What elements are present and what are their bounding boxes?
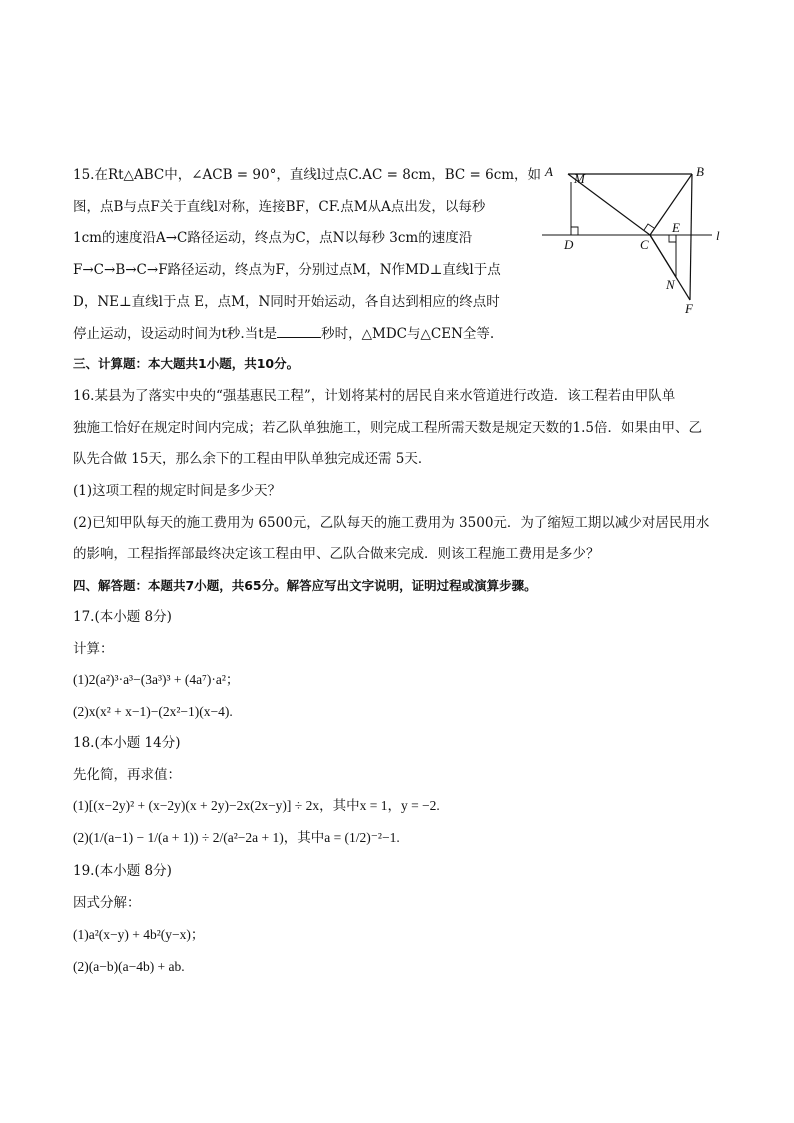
q17-part-1: (1)2(a²)³·a³−(3a³)³ + (4a⁷)·a²； bbox=[73, 672, 240, 687]
q16-part-2a: (2)已知甲队每天的施工费用为 6500元，乙队每天的施工费用为 3500元．为了缩短工期以减少对居民用水 bbox=[73, 515, 710, 531]
q18-intro: 先化简，再求值： bbox=[73, 767, 181, 783]
right-angle-E bbox=[669, 235, 676, 242]
q18-part-1: (1)[(x−2y)² + (x−2y)(x + 2y)−2x(2x−y)] ÷ 2x，其中x = 1，y = −2. bbox=[73, 798, 440, 813]
q19-part-1: (1)a²(x−y) + 4b²(y−x)； bbox=[73, 927, 205, 942]
q15-line-5: D，NE⊥直线l于点 E，点M，N同时开始运动，各自达到相应的终点时 bbox=[73, 294, 500, 310]
label-l: l bbox=[716, 228, 720, 243]
label-C: C bbox=[640, 237, 649, 252]
section-3-heading: 三、计算题：本大题共1小题，共10分。 bbox=[73, 356, 300, 371]
q15-line-6-end: 秒时，△MDC与△CEN全等. bbox=[321, 326, 495, 342]
label-D: D bbox=[564, 237, 574, 252]
q17-part-2: (2)x(x² + x−1)−(2x²−1)(x−4). bbox=[73, 704, 233, 719]
geometry-figure bbox=[540, 160, 730, 320]
q19-part-2: (2)(a−b)(a−4b) + ab. bbox=[73, 959, 185, 974]
right-angle-C bbox=[644, 224, 654, 230]
q15-line-1: 15.在Rt△ABC中，∠ACB = 90°，直线l过点C.AC = 8cm，BC = 6cm，如 bbox=[73, 167, 542, 183]
q16-part-2b: 的影响，工程指挥部最终决定该工程由甲、乙队合做来完成．则该工程施工费用是多少？ bbox=[73, 546, 600, 562]
q16-line-1: 16.某县为了落实中央的“强基惠民工程”，计划将某村的居民自来水管道进行改造．该工程若由甲队单 bbox=[73, 388, 676, 404]
label-N: N bbox=[666, 277, 675, 292]
segment-BC bbox=[650, 174, 692, 235]
segment-CN bbox=[650, 235, 676, 277]
q16-line-2: 独施工恰好在规定时间内完成；若乙队单独施工，则完成工程所需天数是规定天数的1.5倍．如果由甲、乙 bbox=[73, 420, 702, 436]
q19-heading: 19.(本小题 8分) bbox=[73, 863, 172, 879]
label-F: F bbox=[685, 301, 693, 316]
label-M: M bbox=[574, 171, 585, 186]
label-B: B bbox=[696, 164, 704, 179]
label-A: A bbox=[545, 164, 553, 179]
q16-part-1: (1)这项工程的规定时间是多少天？ bbox=[73, 483, 282, 499]
q15-line-2: 图，点B与点F关于直线l对称，连接BF，CF.点M从A点出发，以每秒 bbox=[73, 199, 486, 215]
segment-BF bbox=[690, 174, 692, 300]
q16-line-3: 队先合做 15天，那么余下的工程由甲队单独完成还需 5天． bbox=[73, 451, 432, 467]
q19-intro: 因式分解： bbox=[73, 895, 141, 911]
q15-line-3: 1cm的速度沿A→C路径运动，终点为C，点N以每秒 3cm的速度沿 bbox=[73, 230, 473, 246]
label-E: E bbox=[672, 220, 680, 235]
q18-heading: 18.(本小题 14分) bbox=[73, 735, 181, 751]
q17-intro: 计算： bbox=[73, 641, 114, 657]
q17-heading: 17.(本小题 8分) bbox=[73, 609, 172, 625]
q18-part-2: (2)(1/(a−1) − 1/(a + 1)) ÷ 2/(a²−2a + 1)，其中a = (1/2)⁻²−1. bbox=[73, 830, 400, 845]
q15-line-6-start: 停止运动，设运动时间为t秒.当t是 bbox=[73, 326, 278, 342]
q15-line-6 bbox=[73, 323, 494, 344]
q15-line-4: F→C→B→C→F路径运动，终点为F，分别过点M，N作MD⊥直线l于点 bbox=[73, 262, 501, 278]
right-angle-D bbox=[571, 227, 578, 235]
answer-blank[interactable] bbox=[277, 323, 321, 338]
section-4-heading: 四、解答题：本题共7小题，共65分。解答应写出文字说明，证明过程或演算步骤。 bbox=[73, 578, 537, 593]
